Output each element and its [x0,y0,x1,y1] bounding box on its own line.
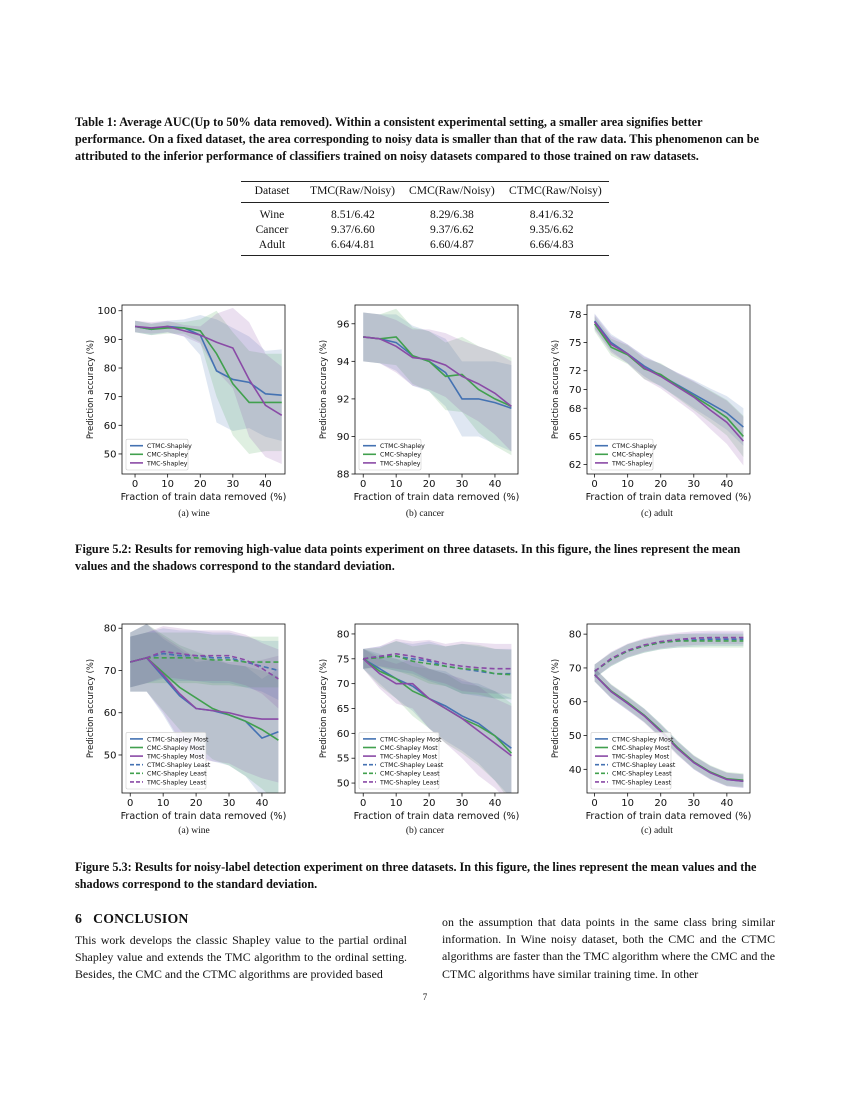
section-title: CONCLUSION [93,911,189,926]
table-cell: 6.60/4.87 [430,238,474,251]
section-number: 6 [75,911,83,926]
legend-label: TMC-Shapley Least [380,779,439,787]
table-cell: 8.51/6.42 [331,208,375,221]
x-tick-label: 10 [621,479,635,490]
legend-label: TMC-Shapley Least [147,779,206,787]
table-header-cell: CTMC(Raw/Noisy) [508,184,602,197]
y-tick-label: 80 [103,363,117,375]
x-tick-label: 0 [131,479,139,490]
results-table [241,181,609,256]
legend-label: TMC-Shapley Most [380,753,438,761]
y-tick-label: 68 [568,403,582,415]
y-axis-label: Prediction accuracy (%) [550,658,560,759]
x-tick-label: 40 [720,479,734,490]
table-cell: 9.35/6.62 [529,223,574,236]
y-tick-label: 60 [103,708,117,720]
y-tick-label: 100 [97,306,117,318]
x-tick-label: 30 [455,479,469,490]
table-row [241,237,609,256]
table-cell: Cancer [255,223,289,236]
legend-label: CTMC-Shapley Most [612,736,674,744]
table-cell: 9.37/6.62 [430,223,474,236]
y-tick-label: 80 [568,629,582,641]
y-axis-label: Prediction accuracy (%) [550,339,560,440]
x-tick-label: 20 [654,798,668,809]
y-tick-label: 50 [568,731,582,743]
y-tick-label: 70 [568,385,582,396]
x-tick-label: 20 [422,798,436,809]
x-tick-label: 40 [720,798,734,809]
x-tick-label: 20 [189,798,203,809]
figure52-caption-label: Figure 5.2: [75,542,132,556]
table1-caption-label: Table 1: [75,115,117,129]
x-tick-label: 0 [591,798,598,809]
y-tick-label: 94 [336,356,350,368]
y-tick-label: 60 [336,728,350,740]
y-tick-label: 65 [336,704,350,715]
chart-fig53-adult [542,616,768,821]
y-tick-label: 80 [103,623,117,635]
subcaption-cancer: (b) cancer [405,826,445,836]
figure52-caption-text: Results for removing high-value data points experiment on three datasets. In this figure, the lines represent the mean values and the shadows correspond to the standard deviation. [75,542,741,573]
legend-label: CTMC-Shapley Least [147,762,211,770]
legend-label: TMC-Shapley [612,460,653,468]
y-axis-label: Prediction accuracy (%) [85,658,95,759]
std-band [595,631,744,678]
legend-label: CTMC-Shapley Most [147,736,209,744]
figure53-caption-label: Figure 5.3: [75,860,132,874]
legend-label: CTMC-Shapley Least [380,762,444,770]
y-tick-label: 80 [336,629,350,641]
chart-fig52-adult [542,297,768,502]
y-tick-label: 75 [336,654,350,666]
y-tick-label: 40 [568,764,582,776]
x-tick-label: 30 [226,479,240,490]
subcaption-wine: (a) wine [178,826,210,836]
legend-label: CTMC-Shapley Most [380,736,442,744]
legend-label: CMC-Shapley Most [380,744,438,752]
section-heading [75,911,189,927]
x-tick-label: 30 [455,798,469,809]
y-tick-label: 90 [103,334,117,346]
y-tick-label: 50 [103,449,117,461]
y-tick-label: 55 [336,753,350,765]
legend-label: TMC-Shapley Most [147,753,205,761]
table1-caption [75,114,775,165]
subcaption-adult: (c) adult [641,826,673,836]
table-row [241,203,609,223]
legend-label: CMC-Shapley [380,451,421,459]
x-tick-label: 0 [360,479,367,490]
conclusion-text-right: on the assumption that data points in the same class bring similar information. In Wine noisy dataset, both the CMC and the CTMC algorithms are faster than the TMC algorithm where the CMC and the CTMC algorithms have similar training time. In other [442,915,775,981]
figure53-caption-text: Results for noisy-label detection experiment on three datasets. In this figure, the lines represent the mean values and the shadows correspond to the standard deviation. [75,860,757,891]
subcaption-wine: (a) wine [178,509,210,519]
x-tick-label: 20 [193,479,207,490]
chart-fig52-wine [77,297,303,502]
y-axis-label: Prediction accuracy (%) [318,658,328,759]
plot-area [363,309,511,455]
subcaption-adult: (c) adult [641,509,673,519]
x-tick-label: 30 [687,479,701,490]
y-tick-label: 88 [336,469,350,481]
x-tick-label: 20 [422,479,436,490]
x-tick-label: 0 [127,798,134,809]
chart-fig52-cancer [310,297,536,502]
y-tick-label: 96 [336,319,350,331]
x-tick-label: 40 [259,479,272,490]
table-header-cell: Dataset [254,184,290,197]
y-tick-label: 70 [103,665,117,677]
conclusion-text-left: This work develops the classic Shapley value to the partial ordinal Shapley value and extends the TMC algorithm to the ordinal setting. Besides, the CMC and the CTMC algorithms are provided based [75,933,407,982]
x-tick-label: 0 [360,798,367,809]
legend-label: CMC-Shapley Most [612,744,670,752]
table-cell: 6.64/4.81 [331,238,375,251]
table1-caption-text: Average AUC(Up to 50% data removed). Within a consistent experimental setting, a smaller area signifies better performance. On a fixed dataset, the area corresponding to noisy data is smaller than that of the raw data. This phenomenon can be attributed to the inferior performance of classifiers trained on noisy datasets compared to those trained on raw datasets. [75,115,759,163]
y-axis-label: Prediction accuracy (%) [318,339,328,440]
x-tick-label: 10 [621,798,635,809]
y-tick-label: 78 [568,309,582,321]
table-row [241,222,609,237]
table-header-cell: TMC(Raw/Noisy) [310,184,396,197]
legend-label: TMC-Shapley Most [612,753,670,761]
y-tick-label: 72 [568,366,582,378]
x-tick-label: 10 [389,479,403,490]
legend-label: CMC-Shapley Least [380,770,440,778]
legend-label: CTMC-Shapley [612,443,657,451]
y-tick-label: 75 [568,338,582,350]
legend-label: TMC-Shapley [380,460,421,468]
y-tick-label: 60 [568,697,582,709]
x-tick-label: 10 [156,798,170,809]
subcaption-cancer: (b) cancer [405,509,445,519]
y-tick-label: 50 [103,750,117,762]
x-tick-label: 40 [488,479,502,490]
figure52-caption [75,541,775,575]
x-tick-label: 30 [222,798,236,809]
y-tick-label: 70 [336,679,350,691]
y-tick-label: 62 [568,460,582,472]
legend-label: CMC-Shapley Least [147,770,207,778]
x-tick-label: 10 [389,798,403,809]
y-tick-label: 70 [103,392,117,404]
page-number: 7 [422,992,428,1002]
table-cell: 8.29/6.38 [430,208,474,221]
y-tick-label: 65 [568,431,582,443]
y-tick-label: 60 [103,420,117,432]
x-axis-label: Fraction of train data removed (%) [353,492,520,503]
table-cell: Adult [258,238,286,251]
legend-label: CTMC-Shapley [147,443,192,451]
chart-fig53-cancer [310,616,536,821]
y-tick-label: 50 [336,778,350,790]
y-tick-label: 92 [336,394,350,406]
table-cell: 9.37/6.60 [331,223,375,236]
y-axis-label: Prediction accuracy (%) [85,339,95,440]
x-axis-label: Fraction of train data removed (%) [585,811,752,822]
x-tick-label: 40 [488,798,502,809]
table-cell: 8.41/6.32 [529,208,574,221]
legend-label: TMC-Shapley Least [612,779,671,787]
x-tick-label: 10 [161,479,175,490]
x-axis-label: Fraction of train data removed (%) [585,492,752,503]
y-tick-label: 70 [568,663,582,675]
legend-label: CMC-Shapley Least [612,770,672,778]
y-tick-label: 90 [336,431,350,443]
x-axis-label: Fraction of train data removed (%) [353,811,520,822]
table-cell: 6.66/4.83 [529,238,574,251]
legend-label: TMC-Shapley [147,460,188,468]
legend-label: CMC-Shapley Most [147,744,205,752]
table-header-row [241,182,609,203]
figure53-caption [75,859,775,893]
table-header-cell: CMC(Raw/Noisy) [409,184,495,197]
chart-fig53-wine [77,616,303,821]
x-tick-label: 40 [255,798,269,809]
x-axis-label: Fraction of train data removed (%) [120,811,287,822]
legend-label: CTMC-Shapley Least [612,762,676,770]
x-axis-label: Fraction of train data removed (%) [120,492,287,503]
x-tick-label: 0 [591,479,598,490]
x-tick-label: 20 [654,479,668,490]
legend-label: CMC-Shapley [147,451,188,459]
table-cell: Wine [259,208,285,221]
x-tick-label: 30 [687,798,701,809]
legend-label: CTMC-Shapley [380,443,425,451]
legend-label: CMC-Shapley [612,451,653,459]
